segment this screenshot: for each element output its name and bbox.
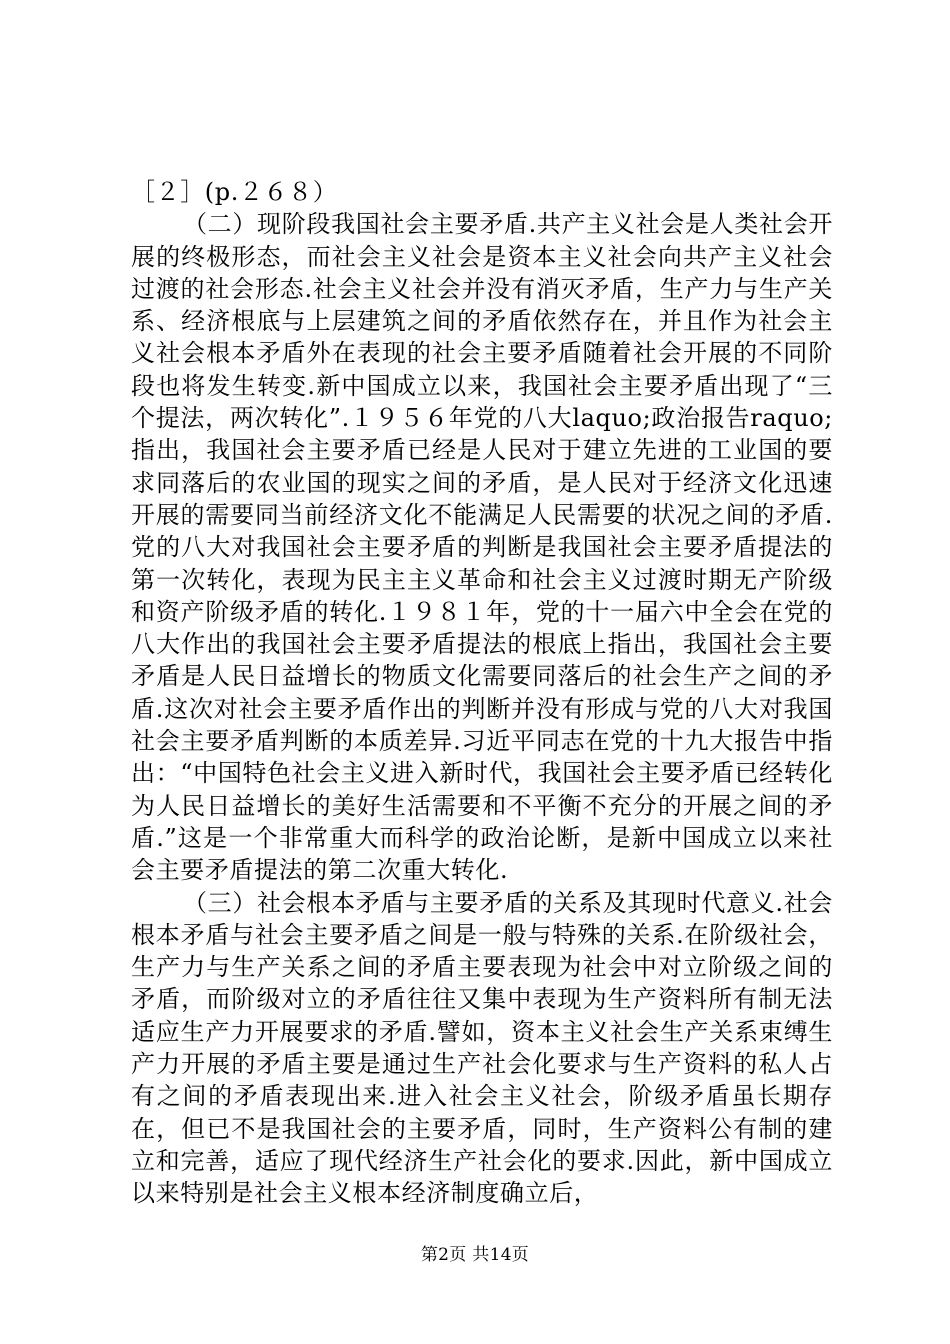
- paragraph-section-two: （二）现阶段我国社会主要矛盾.共产主义社会是人类社会开展的终极形态，而社会主义社会是资本主义社会向共产主义社会过渡的社会形态.社会主义社会并没有消灭矛盾，生产力与生产关系、经济根底与上层建筑之间的矛盾依然存在，并且作为社会主义社会根本矛盾外在表现的社会主要矛盾随着社会开展的不同阶段也将发生转变.新中国成立以来，我国社会主要矛盾出现了“三个提法，两次转化”.１９５６年党的八大laquo;政治报告raquo;指出，我国社会主要矛盾已经是人民对于建立先进的工业国的要求同落后的农业国的现实之间的矛盾，是人民对于经济文化迅速开展的需要同当前经济文化不能满足人民需要的状况之间的矛盾.党的八大对我国社会主要矛盾的判断是我国社会主要矛盾提法的第一次转化，表现为民主主义革命和社会主义过渡时期无产阶级和资产阶级矛盾的转化.１９８１年，党的十一届六中全会在党的八大作出的我国社会主要矛盾提法的根底上指出，我国社会主要矛盾是人民日益增长的物质文化需要同落后的社会生产之间的矛盾.这次对社会主要矛盾作出的判断并没有形成与党的八大对我国社会主要矛盾判断的本质差异.习近平同志在党的十九大报告中指出：“中国特色社会主义进入新时代，我国社会主要矛盾已经转化为人民日益增长的美好生活需要和不平衡不充分的开展之间的矛盾.”这是一个非常重大而科学的政治论断，是新中国成立以来社会主要矛盾提法的第二次重大转化.: [131, 210, 833, 885]
- citation-line: ［２］(p.２６８）: [131, 178, 338, 206]
- page-footer: 第2页 共14页: [420, 1245, 530, 1265]
- paragraph-section-three: （三）社会根本矛盾与主要矛盾的关系及其现时代意义.社会根本矛盾与社会主要矛盾之间是一般与特殊的关系.在阶级社会，生产力与生产关系之间的矛盾主要表现为社会中对立阶级之间的矛盾，而阶级对立的矛盾往往又集中表现为生产资料所有制无法适应生产力开展要求的矛盾.譬如，资本主义社会生产关系束缚生产力开展的矛盾主要是通过生产社会化要求与生产资料的私人占有之间的矛盾表现出来.进入社会主义社会，阶级矛盾虽长期存在，但已不是我国社会的主要矛盾，同时，生产资料公有制的建立和完善，适应了现代经济生产社会化的要求.因此，新中国成立以来特别是社会主义根本经济制度确立后，: [131, 888, 833, 1208]
- body-text: [131, 176, 833, 1210]
